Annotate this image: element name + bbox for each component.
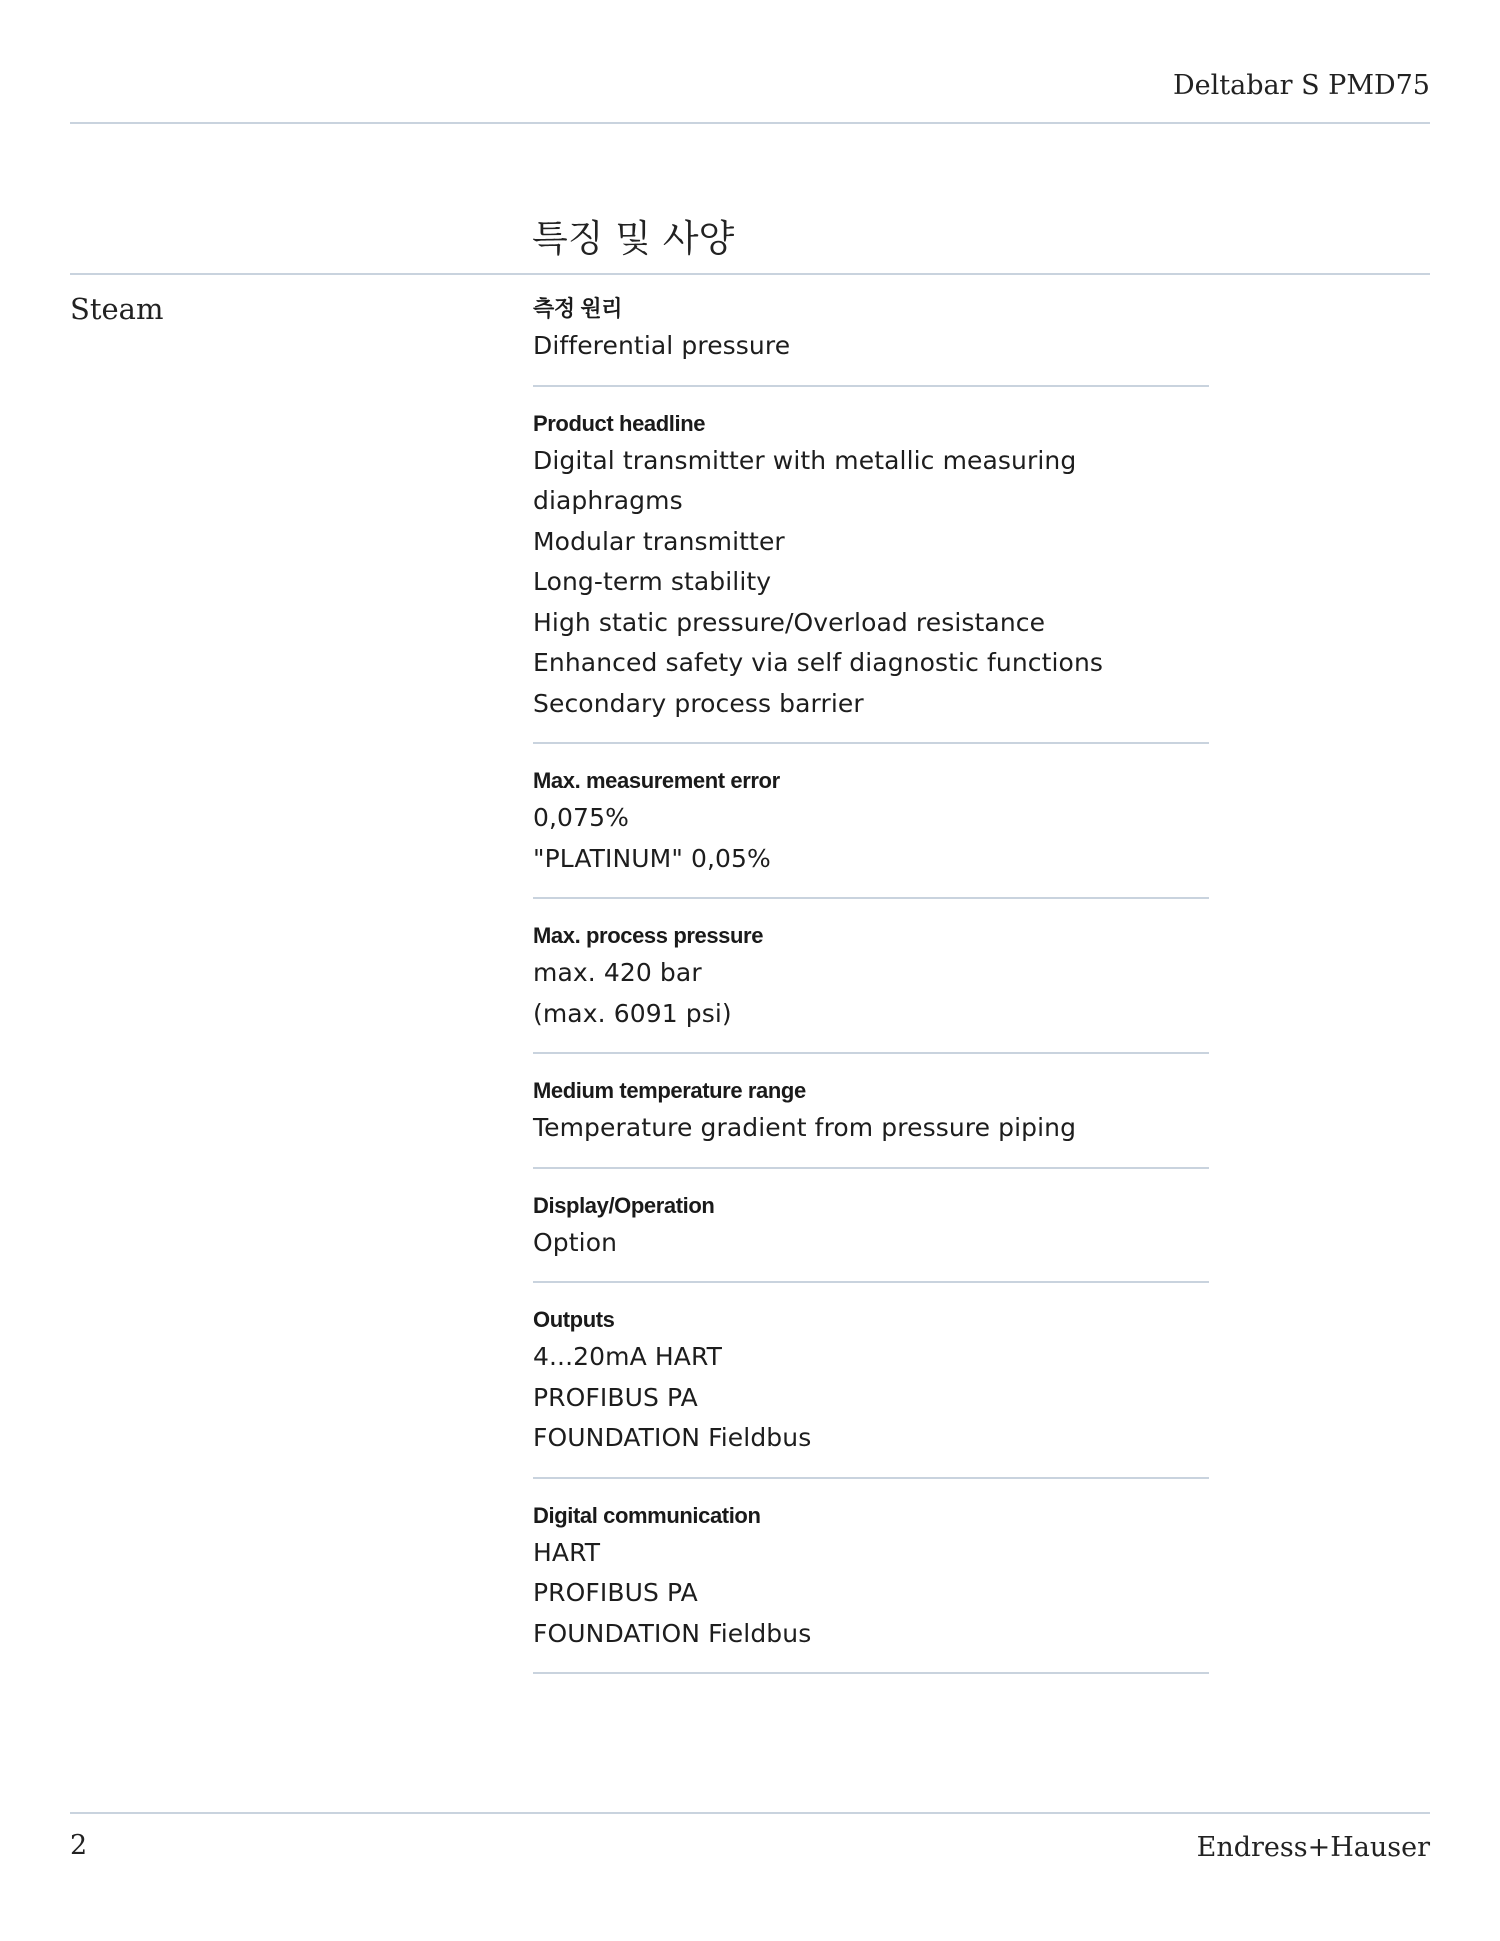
spec-value: FOUNDATION Fieldbus <box>533 1618 812 1648</box>
spec-label: Max. process pressure <box>533 923 764 948</box>
page-number: 2 <box>70 1830 88 1861</box>
spec-block <box>533 294 1209 387</box>
spec-value: PROFIBUS PA <box>533 1382 698 1412</box>
spec-value: Digital transmitter with metallic measuring <box>533 445 1077 475</box>
section-heading: 특징 및 사양 <box>532 217 735 260</box>
spec-value: 4...20mA HART <box>533 1342 722 1371</box>
header-divider <box>70 122 1430 124</box>
spec-label: 측정 원리 <box>533 296 623 321</box>
spec-block <box>533 766 1209 899</box>
spec-value: HART <box>533 1537 601 1567</box>
spec-value: Secondary process barrier <box>533 688 864 718</box>
spec-value: Differential pressure <box>533 331 791 360</box>
spec-label: Display/Operation <box>533 1192 715 1218</box>
footer-divider <box>70 1812 1430 1814</box>
spec-value: max. 420 bar <box>533 958 702 987</box>
spec-value: 0,075% <box>533 803 629 832</box>
spec-block <box>533 1305 1209 1479</box>
spec-label: Product headline <box>533 410 706 436</box>
side-label: Steam <box>70 292 164 326</box>
spec-block <box>533 1191 1209 1284</box>
spec-label: Max. measurement error <box>533 768 780 793</box>
spec-label: Outputs <box>533 1307 615 1332</box>
spec-value: "PLATINUM" 0,05% <box>533 843 771 873</box>
spec-value: High static pressure/Overload resistance <box>533 607 1046 637</box>
spec-value: Enhanced safety via self diagnostic functions <box>533 648 1104 677</box>
section-divider <box>70 273 1430 275</box>
spec-label: Medium temperature range <box>533 1078 806 1103</box>
spec-block <box>533 1076 1209 1169</box>
spec-value: Long-term stability <box>533 567 772 596</box>
spec-value: (max. 6091 psi) <box>533 998 732 1028</box>
spec-value: PROFIBUS PA <box>533 1578 698 1607</box>
spec-value: FOUNDATION Fieldbus <box>533 1423 812 1452</box>
spec-label: Digital communication <box>533 1502 761 1528</box>
document-header-title: Deltabar S PMD75 <box>1173 70 1430 101</box>
spec-block <box>533 921 1209 1054</box>
spec-list <box>533 294 1209 1696</box>
spec-value: diaphragms <box>533 486 683 515</box>
spec-value: Temperature gradient from pressure piping <box>533 1113 1077 1142</box>
spec-value: Option <box>533 1227 618 1257</box>
spec-block <box>533 1501 1209 1675</box>
brand-name: Endress+Hauser <box>1196 1832 1430 1863</box>
spec-block <box>533 409 1209 745</box>
spec-value: Modular transmitter <box>533 526 785 556</box>
